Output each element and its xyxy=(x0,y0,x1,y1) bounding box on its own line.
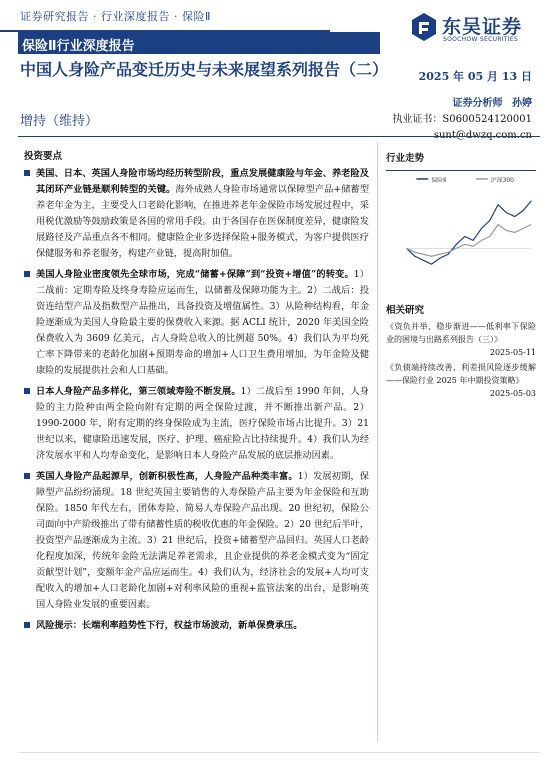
bullet-icon xyxy=(24,271,30,277)
analyst-cert: 执业证书：S0600524120001 xyxy=(392,114,532,125)
key-point-body: 1）二战前：定期寿险及终身寿险应运而生，以储蓄及保障功能为主。2）二战后：投资连结型产品及指数型产品推出，具备投资及增值属性。3）从险种结构看，年金险逐渐成为美国人身险最主要的保费收入来源。据 ACLI 统计，2020 年美国全险保费收入为 3609 亿美元，占人身险总收入的比例超 50%。4）我们认为平均死亡率下降带来的老龄化加剧+预期寿命的增加+人口卫生费用增加，为年金险及健康险的发展提供社会和人口基础。 xyxy=(36,269,370,376)
key-point-lead: 英国人身险产品起源早，创新积极性高，人身险产品种类丰富。 xyxy=(36,471,298,482)
series-line-2 xyxy=(406,225,531,257)
rating-label: 增持（维持） xyxy=(20,114,99,129)
logo-text-en: SOOCHOW SECURITIES xyxy=(443,36,519,43)
key-point-3 xyxy=(24,384,369,464)
footer-divider xyxy=(18,752,540,753)
related-date-1: 2025-05-11 xyxy=(489,348,536,357)
related-item-1[interactable]: 《资负并举、稳步渐进——低利率下保险业的困境与出路系列报告（三）》 xyxy=(386,322,536,344)
bullet-icon xyxy=(24,170,30,176)
key-point-body: 1）二战后至 1990 年间，人身险的主力险种由两全险向附有定期的两全保险过渡，并不断推出新产品。2）1990-2000 年，附有定期的终身保险成为主流，医疗保险市场占比提升。3）21 世纪以来，健康险迅速发展，医疗、护理、癌症险占比持续提升。4）我们认为经济发展水平和人均寿命变化，是影响日本人身险产品发展的底层推动因素。 xyxy=(36,386,370,461)
header-band xyxy=(0,0,330,32)
related-item-2[interactable]: 《负债端持续改善，利差损风险逐步缓解——保险行业 2025 年中期投资策略》 xyxy=(386,363,536,385)
logo-mark-icon xyxy=(410,12,438,42)
brand-logo xyxy=(410,12,550,48)
analyst-name: 孙婷 xyxy=(512,98,532,109)
legend-label-2: 沪深300 xyxy=(490,176,514,184)
risk-warning xyxy=(24,618,369,634)
key-point-4 xyxy=(24,469,369,613)
trend-label: 行业走势 xyxy=(386,153,425,164)
bullet-icon xyxy=(24,473,30,479)
key-point-lead: 美国人身险业密度领先全球市场，完成“储蓄+保障”到“投资+增值”的转变。 xyxy=(36,269,354,280)
logo-text-cn: 东吴证券 xyxy=(442,16,523,38)
risk-lead: 风险提示： xyxy=(36,620,82,631)
key-points xyxy=(24,166,369,639)
key-point-2 xyxy=(24,267,369,379)
bullet-icon xyxy=(24,622,30,628)
legend-label-1: 保险Ⅱ xyxy=(431,176,447,184)
section-label: 投资要点 xyxy=(24,151,63,162)
header-divider xyxy=(18,136,540,137)
key-point-lead: 美国、日本、英国人身险市场均经历转型阶段，重点发展健康险与年金、养老险及其闭环产业链是顺利转型的关键。 xyxy=(36,168,369,195)
key-point-body: 海外成熟人身险市场通常以保障型产品+储蓄型养老年金为主，主要受人口老龄化影响，在推进养老年金保险市场发展过程中，采用税优激励等鼓励政策是各国的常用手段。由于各国存在医保制度差异，健康险发展路径及产品重点各不相同。健康险企业多选择保险+服务模式，为客户提供医疗保健服务和养老服务，构建产业链，提高附加值。 xyxy=(36,184,370,259)
trend-chart xyxy=(386,170,536,282)
bullet-icon xyxy=(24,388,30,394)
report-date: 2025 年 05 月 13 日 xyxy=(418,70,532,83)
key-point-lead: 日本人身险产品多样化，第三领域寿险不断发展。 xyxy=(36,386,241,397)
breadcrumb: 证券研究报告 · 行业深度报告 · 保险Ⅱ xyxy=(20,10,211,23)
related-label: 相关研究 xyxy=(386,305,425,316)
analyst-role: 证券分析师 xyxy=(452,98,503,109)
column-divider xyxy=(377,142,378,742)
key-point-1 xyxy=(24,166,369,262)
key-point-body: 1）发展初期，保障型产品纷纷涌现。18 世纪英国主要销售的人寿保险产品主要为年金保险和互助保险。1850 年代左右，团体寿险、简易人寿保险产品出现。20 世纪初，保险公司面向中产阶级推出了带有储蓄性质的税收优惠的年金保险。2）20 世纪后半叶，投资型产品逐渐成为主流。3）21 世纪后，投资+储蓄型产品回归。英国人口老龄化程度加深，传统年金险无法满足养老需求，且企业提供的养老金模式变为“固定贡献型计划”，变额年金产品应运而生。4）我们认为，经济社会的发展+人均可支配收入的增加+人口老龄化加剧+对利率风险的重视+监管法案的出台，是影响英国人身险业发展的重要因素。 xyxy=(36,471,369,610)
category-bar xyxy=(18,32,380,54)
related-date-2: 2025-05-03 xyxy=(489,389,536,398)
category-label: 保险Ⅱ行业深度报告 xyxy=(22,39,135,54)
report-title: 中国人身险产品变迁历史与未来展望系列报告（二） xyxy=(20,60,389,79)
sidebar xyxy=(386,150,536,398)
risk-body: 长端利率趋势性下行，权益市场波动，新单保费承压。 xyxy=(81,620,303,631)
analyst-line xyxy=(392,96,532,112)
